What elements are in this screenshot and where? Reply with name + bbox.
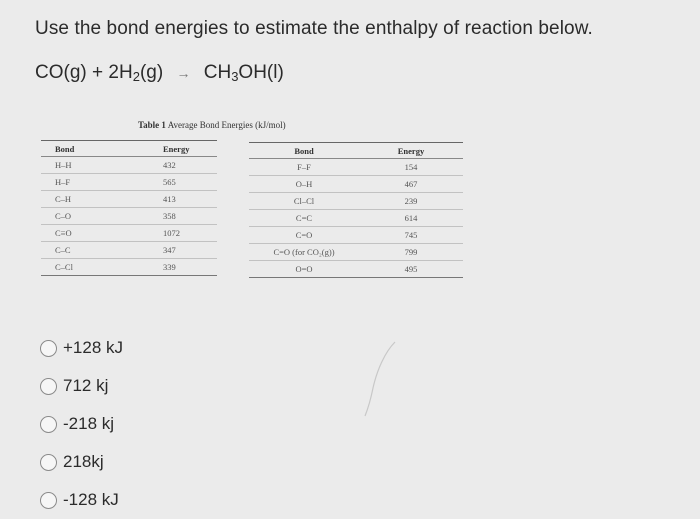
column-header-energy: Energy xyxy=(359,143,463,159)
reaction-arrow: → xyxy=(176,65,191,81)
table-row: C=C 614 xyxy=(249,210,463,227)
reactant-co: CO(g) xyxy=(35,62,87,83)
table-row: C–C 347 xyxy=(41,242,217,259)
table-row: F–F 154 xyxy=(249,159,463,176)
product-ch3oh: $CH_3OH(l)$ xyxy=(203,62,284,84)
table-row: H–F 565 xyxy=(41,174,217,191)
answer-choices xyxy=(40,329,123,519)
question-text: Use the bond energies to estimate the enthalpy of reaction below. xyxy=(35,18,593,39)
choice-label: -128 kJ xyxy=(63,490,119,509)
table-row: C≡O 1072 xyxy=(41,225,217,242)
table-caption xyxy=(138,120,286,130)
choice-label: 218kj xyxy=(63,452,104,471)
radio-button[interactable] xyxy=(40,416,57,433)
table-row: C–O 358 xyxy=(41,208,217,225)
choice-label: 712 kj xyxy=(63,376,109,395)
choice-option[interactable] xyxy=(40,329,123,367)
table-row: C=O (for CO₂(g)) 799 xyxy=(249,244,463,261)
choice-option[interactable] xyxy=(40,367,123,405)
bond-energy-table-left xyxy=(41,140,217,276)
table-caption-title: Average Bond Energies (kJ/mol) xyxy=(167,120,286,130)
choice-option[interactable] xyxy=(40,443,123,481)
reaction-equation xyxy=(35,62,284,84)
column-header-bond: Bond xyxy=(41,141,149,157)
table-row: C–H 413 xyxy=(41,191,217,208)
table-caption-label: Table 1 xyxy=(138,120,166,130)
table-row: Cl–Cl 239 xyxy=(249,193,463,210)
choice-label: +128 kJ xyxy=(63,338,124,357)
table-row: C=O 745 xyxy=(249,227,463,244)
bond-energy-table-right xyxy=(249,142,463,278)
radio-button[interactable] xyxy=(40,454,57,471)
radio-button[interactable] xyxy=(40,340,57,357)
pen-mark xyxy=(355,340,415,420)
choice-option[interactable] xyxy=(40,481,123,519)
column-header-energy: Energy xyxy=(149,141,217,157)
table-row: C–Cl 339 xyxy=(41,259,217,276)
reactant-h2: $2H_2(g)$ xyxy=(108,62,164,84)
radio-button[interactable] xyxy=(40,492,57,509)
choice-option[interactable] xyxy=(40,405,123,443)
table-row: O=O 495 xyxy=(249,261,463,278)
radio-button[interactable] xyxy=(40,378,57,395)
table-row: H–H 432 xyxy=(41,157,217,174)
choice-label: -218 kj xyxy=(63,414,115,433)
plus-sign: + xyxy=(92,62,104,83)
table-row: O–H 467 xyxy=(249,176,463,193)
column-header-bond: Bond xyxy=(249,143,359,159)
